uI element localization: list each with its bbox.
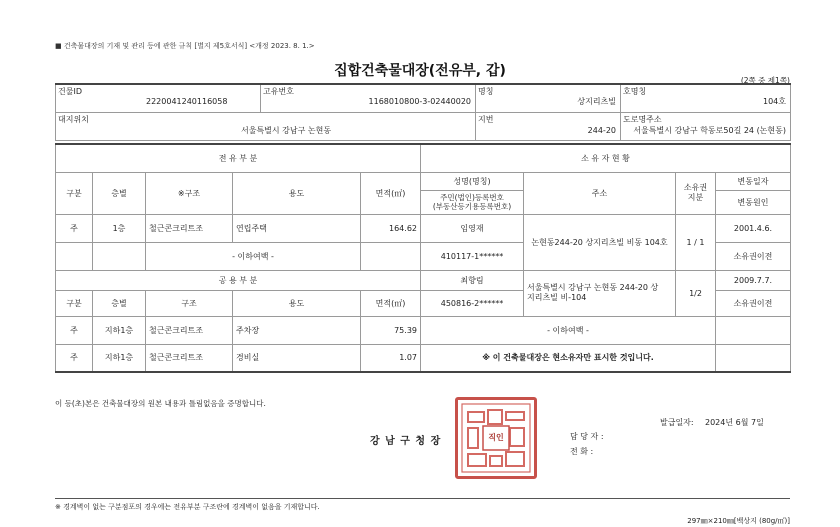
common-row2-structure: 철근콘크리트조 <box>146 344 233 372</box>
common-row1-use: 주차장 <box>233 316 361 344</box>
unique-no: 1168010800-3-02440020 <box>368 97 471 106</box>
name-label: 명칭 <box>478 87 494 96</box>
owner-section-header: 소 유 자 현 황 <box>421 144 791 172</box>
phone-label: 전 화 : <box>570 447 594 456</box>
common-row1-kind: 주 <box>56 316 93 344</box>
name-cell <box>476 84 621 112</box>
building-id-cell <box>56 84 261 112</box>
owner-col-date: 변동일자 <box>716 172 791 190</box>
owner-id-label-2: (부동산등기용등록번호) <box>432 202 512 211</box>
owner2-address <box>524 270 676 316</box>
unique-no-label: 고유번호 <box>263 87 294 96</box>
owner2-id: 450816-2****** <box>421 290 524 316</box>
owner-end-text: - 이하여백 - <box>421 316 716 344</box>
paper-spec: 297㎜×210㎜[백상지 (80g/㎡)] <box>687 517 790 525</box>
form-note: ■ 건축물대장의 기재 및 관리 등에 관한 규칙 [별지 제5호서식] <개정 2023. 8. 1.> <box>55 42 315 50</box>
road-label: 도로명주소 <box>623 114 662 124</box>
owner1-reason: 소유권이전 <box>716 242 791 270</box>
owner1-share: 1 / 1 <box>676 214 716 270</box>
unique-no-cell <box>261 84 476 112</box>
owner-col-share <box>676 172 716 214</box>
owner2-reason: 소유권이전 <box>716 290 791 316</box>
common-col-floor: 층별 <box>93 290 146 316</box>
excl-row-structure: 철근콘크리트조 <box>146 214 233 242</box>
unit-label: 호명칭 <box>623 87 647 96</box>
common-row2-floor: 지하1층 <box>93 344 146 372</box>
site-cell <box>56 112 476 140</box>
common-col-area: 면적(㎡) <box>361 290 421 316</box>
unit-cell <box>621 84 791 112</box>
common-col-structure: 구조 <box>146 290 233 316</box>
issuer-name: 강 남 구 청 장 <box>370 436 442 447</box>
owner-col-name: 성명(명칭) <box>421 172 524 190</box>
main-table <box>55 143 791 373</box>
staff-label: 담 당 자 : <box>570 432 604 441</box>
owner-share-label-2: 지분 <box>687 193 704 202</box>
excl-row-use: 연립주택 <box>233 214 361 242</box>
building-id-label: 건물ID <box>58 87 82 96</box>
owner2-address-line-1: 서울특별시 강남구 논현동 244-20 상 <box>527 283 659 292</box>
lot-cell <box>476 112 621 140</box>
owner2-date: 2009.7.7. <box>716 270 791 290</box>
owner-col-reason: 변동원인 <box>716 190 791 214</box>
excl-col-floor: 층별 <box>93 172 146 214</box>
excl-col-structure: ※구조 <box>146 172 233 214</box>
excl-row-area: 164.62 <box>361 214 421 242</box>
common-col-kind: 구분 <box>56 290 93 316</box>
owner-id-label-1: 주민(법인)등록번호 <box>440 193 504 202</box>
issue-date: 2024년 6월 7일 <box>705 418 764 427</box>
common-col-use: 용도 <box>233 290 361 316</box>
common-row1-area: 75.39 <box>361 316 421 344</box>
exclusive-section-header: 전 유 부 분 <box>56 144 421 172</box>
owner1-id: 410117-1****** <box>421 242 524 270</box>
owner-notice: ※ 이 건축물대장은 현소유자만 표시한 것입니다. <box>421 344 716 372</box>
building-name: 상지리츠빌 <box>577 97 616 106</box>
common-row2-kind: 주 <box>56 344 93 372</box>
site-address: 서울특별시 강남구 논현동 <box>241 125 332 135</box>
official-seal <box>455 397 537 479</box>
owner1-address: 논현동244-20 상지리츠빌 비동 104호 <box>524 214 676 270</box>
owner1-date: 2001.4.6. <box>716 214 791 242</box>
owner1-name: 임영재 <box>421 214 524 242</box>
owner2-share: 1/2 <box>676 270 716 316</box>
lot-number: 244-20 <box>587 125 616 135</box>
owner-col-id <box>421 190 524 214</box>
common-section-header: 공 용 부 분 <box>56 270 421 290</box>
header-table <box>55 83 791 141</box>
owner2-address-line-2: 지리츠빌 비-104 <box>527 293 587 302</box>
road-address: 서울특별시 강남구 학동로50길 24 (논현동) <box>633 125 786 135</box>
building-id: 2220041240116058 <box>146 97 228 106</box>
common-row2-use: 경비실 <box>233 344 361 372</box>
owner2-name: 최향림 <box>421 270 524 290</box>
excl-row-kind: 주 <box>56 214 93 242</box>
footer-divider <box>55 498 790 499</box>
lot-label: 지번 <box>478 114 494 124</box>
issue-date-label: 발급일자: <box>660 418 694 427</box>
excl-col-kind: 구분 <box>56 172 93 214</box>
excl-row-floor: 1층 <box>93 214 146 242</box>
excl-end-text: - 이하여백 - <box>146 242 361 270</box>
excl-col-use: 용도 <box>233 172 361 214</box>
page-title: 집합건축물대장(전유부, 갑) <box>334 63 506 79</box>
common-row1-structure: 철근콘크리트조 <box>146 316 233 344</box>
owner-col-address: 주소 <box>524 172 676 214</box>
owner-share-label-1: 소유권 <box>683 183 708 192</box>
certify-text: 이 등(초)본은 건축물대장의 원본 내용과 틀림없음을 증명합니다. <box>55 399 266 408</box>
road-cell <box>621 112 791 140</box>
common-row1-floor: 지하1층 <box>93 316 146 344</box>
common-row2-area: 1.07 <box>361 344 421 372</box>
bottom-note: ※ 경계벽이 없는 구분점포의 경우에는 전유부분 구조란에 경계벽이 없음을 기재합니다. <box>55 503 320 511</box>
page-info: (2쪽 중 제1쪽) <box>740 76 790 85</box>
site-label: 대지위치 <box>58 114 89 124</box>
excl-col-area: 면적(㎡) <box>361 172 421 214</box>
seal-center-text: 직인 <box>488 433 504 442</box>
unit-name: 104호 <box>763 97 786 106</box>
